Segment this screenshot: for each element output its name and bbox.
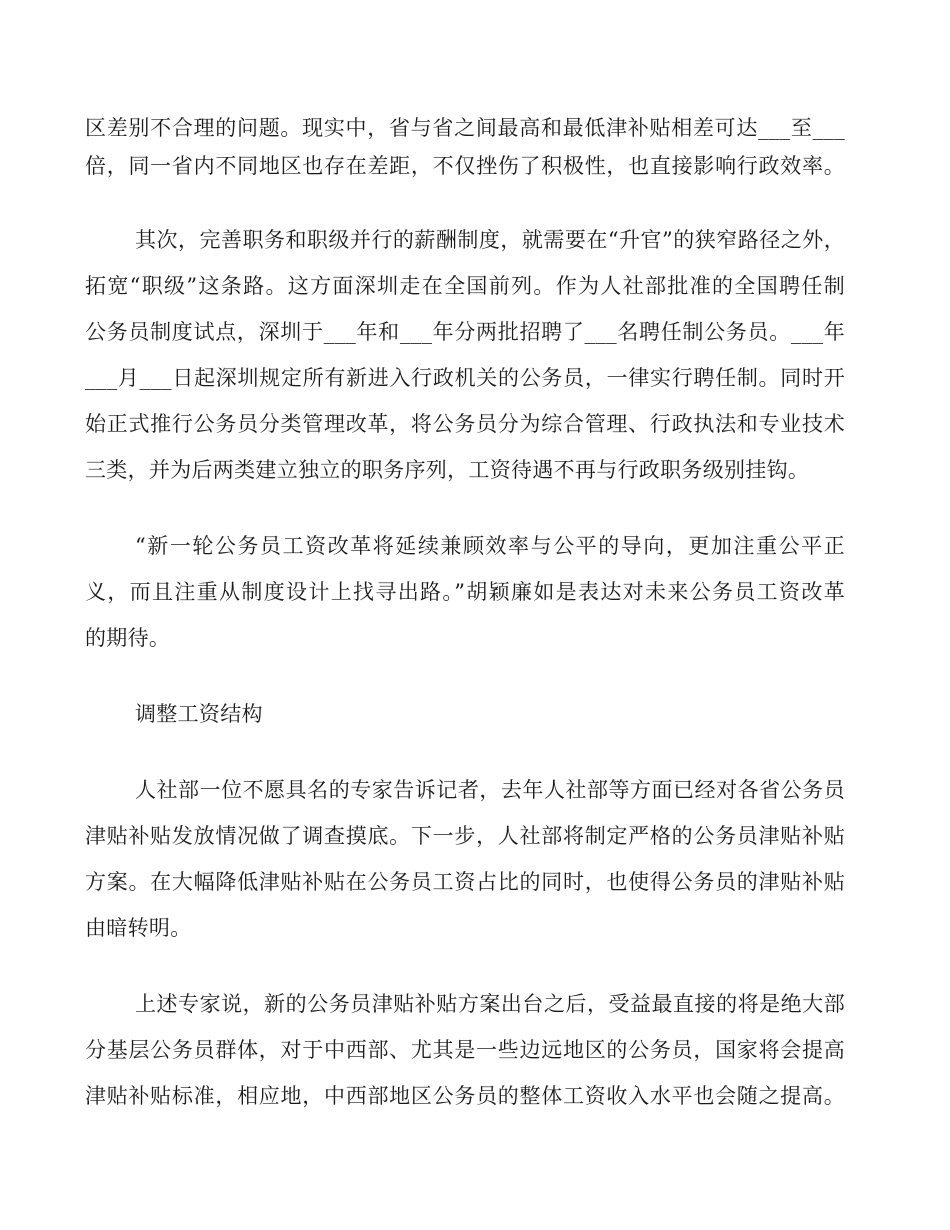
paragraph-5-line-3: 津贴补贴标准，相应地，中西部地区公务员的整体工资收入水平也会随之提高。 xyxy=(85,1084,845,1108)
paragraph-2-line-6: 三类，并为后两类建立独立的职务序列，工资待遇不再与行政职务级别挂钩。 xyxy=(85,458,810,482)
paragraph-4-line-1: 人社部一位不愿具名的专家告诉记者，去年人社部等方面已经对各省公务员 xyxy=(135,778,845,802)
paragraph-2-line-4: ___月___日起深圳规定所有新进入行政机关的公务员，一律实行聘任制。同时开 xyxy=(85,366,845,390)
paragraph-4-line-4: 由暗转明。 xyxy=(85,916,192,940)
paragraph-1-line-2: 倍，同一省内不同地区也存在差距，不仅挫伤了积极性，也直接影响行政效率。 xyxy=(85,154,845,178)
paragraph-5-line-2: 分基层公务员群体，对于中西部、尤其是一些边远地区的公务员，国家将会提高 xyxy=(85,1038,845,1062)
paragraph-3-line-1: “新一轮公务员工资改革将延续兼顾效率与公平的导向，更加注重公平正 xyxy=(135,534,845,558)
paragraph-5-line-1: 上述专家说，新的公务员津贴补贴方案出台之后，受益最直接的将是绝大部 xyxy=(135,992,845,1016)
paragraph-3-line-2: 义，而且注重从制度设计上找寻出路。”胡颖廉如是表达对未来公务员工资改革 xyxy=(85,580,845,604)
section-heading: 调整工资结构 xyxy=(135,702,263,726)
paragraph-3-line-3: 的期待。 xyxy=(85,626,171,650)
paragraph-2-line-2: 拓宽“职级”这条路。这方面深圳走在全国前列。作为人社部批准的全国聘任制 xyxy=(85,274,845,298)
paragraph-2-line-5: 始正式推行公务员分类管理改革，将公务员分为综合管理、行政执法和专业技术 xyxy=(85,412,845,436)
paragraph-4-line-2: 津贴补贴发放情况做了调查摸底。下一步，人社部将制定严格的公务员津贴补贴 xyxy=(85,824,845,848)
paragraph-2-line-3: 公务员制度试点，深圳于___年和___年分两批招聘了___名聘任制公务员。___年 xyxy=(85,320,845,344)
paragraph-2-line-1: 其次，完善职务和职级并行的薪酬制度，就需要在“升官”的狭窄路径之外， xyxy=(135,228,845,252)
paragraph-4-line-3: 方案。在大幅降低津贴补贴在公务员工资占比的同时，也使得公务员的津贴补贴 xyxy=(85,870,845,894)
paragraph-1-line-1: 区差别不合理的问题。现实中，省与省之间最高和最低津补贴相差可达___至___ xyxy=(85,116,845,140)
